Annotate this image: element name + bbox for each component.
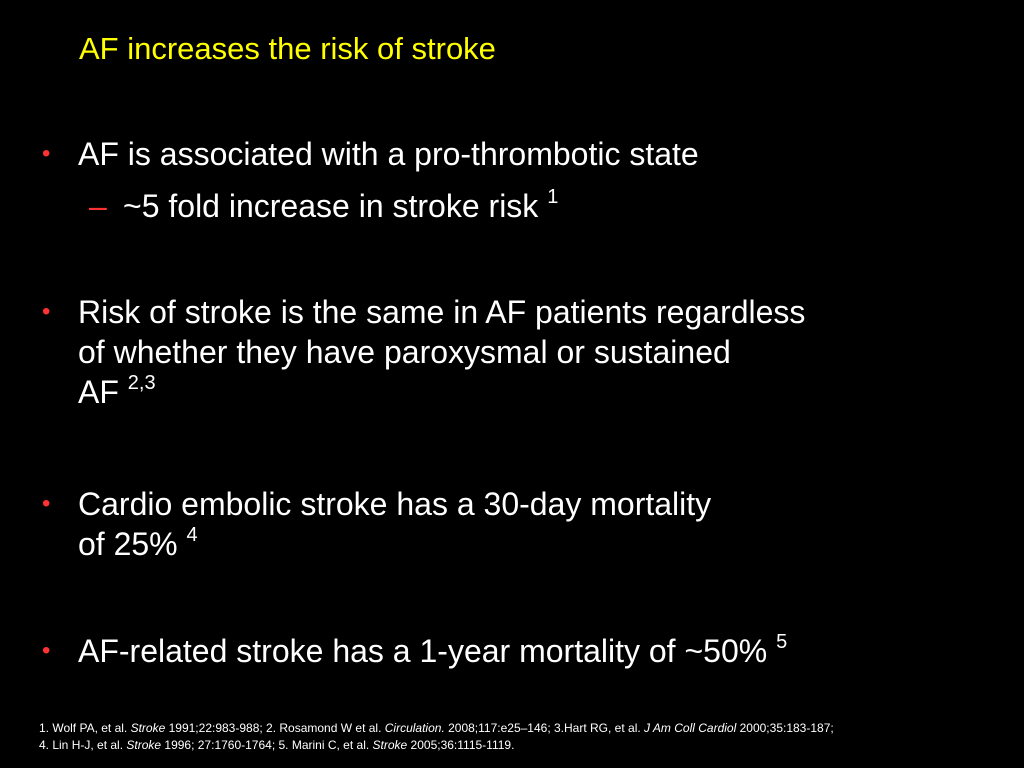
bullet-3-line-1: Cardio embolic stroke has a 30-day mortality [78,486,712,522]
bullet-3-line-2 [78,524,711,564]
bullet-4-citation: 5 [776,631,788,654]
bullet-2-line-1: Risk of stroke is the same in AF patients regardless [78,294,806,330]
bullet-1 [42,134,699,174]
ref-2-text: 1991;22:983-988; 2. Rosamond W et al. [165,721,385,735]
references-line-1 [39,720,834,737]
bullet-4-text: AF-related stroke has a 1-year mortality of ~50% [78,633,768,669]
bullet-3-line-2-text: of 25% [78,526,178,562]
bullet-marker: • [42,490,51,517]
sub-bullet-1-text: ~5 fold increase in stroke risk [123,188,539,224]
sub-bullet-1-citation: 1 [547,186,559,209]
ref-3-text: 2008;117:e25–146; 3.Hart RG, et al. [444,721,645,735]
ref-5-text: 1996; 27:1760-1764; 5. Marini C, et al. [161,738,373,752]
slide-title: AF increases the risk of stroke [79,31,496,66]
bullet-3 [42,484,712,564]
ref-1-journal: Stroke [130,721,166,735]
bullet-2-citation: 2,3 [127,372,156,395]
bullet-2-line-2: of whether they have paroxysmal or sustained [78,334,731,370]
bullet-2-line-3 [78,372,805,412]
bullet-1-text: AF is associated with a pro-thrombotic state [78,136,699,172]
references [39,720,834,754]
ref-4-journal: Stroke [126,738,162,752]
ref-5-detail: 2005;36:1115-1119. [407,738,515,752]
bullet-2-line-3-text: AF [78,374,119,410]
bullet-3-citation: 4 [186,524,198,547]
bullet-2 [42,292,806,412]
sub-bullet-marker: – [89,188,107,224]
bullet-marker: • [42,140,51,167]
ref-5-journal: Stroke [372,738,408,752]
references-line-2 [39,737,834,754]
ref-1-text: 1. Wolf PA, et al. [39,721,131,735]
ref-3-detail: 2000;35:183-187; [736,721,834,735]
bullet-marker: • [42,637,51,664]
ref-3-journal: J Am Coll Cardiol [644,721,737,735]
ref-4-text: 4. Lin H-J, et al. [39,738,127,752]
bullet-4 [42,631,788,671]
ref-2-journal: Circulation. [384,721,445,735]
bullet-marker: • [42,298,51,325]
sub-bullet-1 [89,186,559,226]
